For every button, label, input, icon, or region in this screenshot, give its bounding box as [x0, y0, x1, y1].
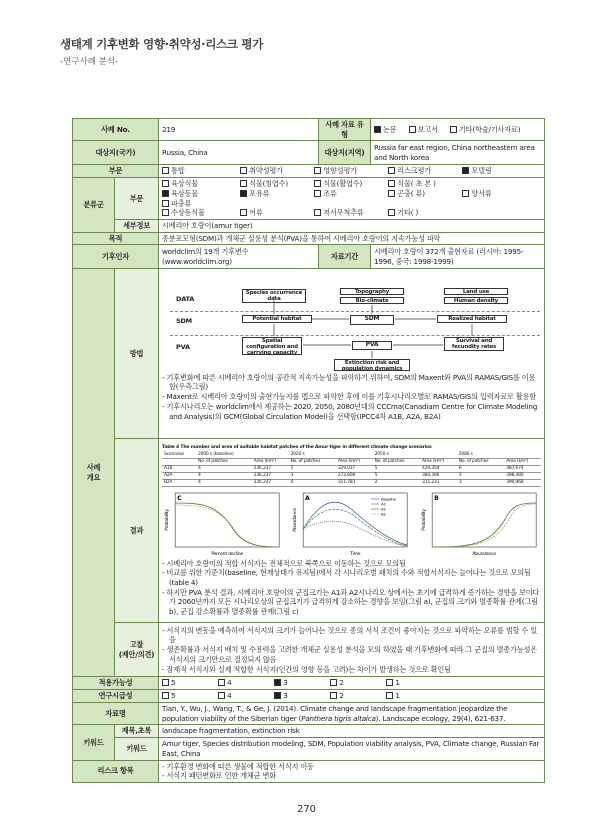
svg-text:B: B	[433, 494, 439, 502]
keywords-label: 키워드	[73, 725, 115, 760]
graph-a	[290, 489, 412, 559]
country-label: 대상지(국가)	[73, 141, 159, 165]
result-label: 결과	[115, 439, 159, 623]
classification-options: 육상식물 식물(침엽수) 식물(활엽수) 식물( 초 본 ) 육상동물 포유류 조류 곤충( 류) 양서류 파충류 수상동식물 어류 저서무척추류 기타( )	[159, 178, 545, 220]
svg-text:Time: Time	[350, 551, 361, 557]
purpose-label: 목적	[73, 232, 159, 245]
result-item: - 하지만 PVA 분석 결과, 시베리아 호랑이의 군집크기는 A1과 A2시나리오 상에서는 초기에 급격하게 증가하는 경향을 보이다가 2060년까지 모든 시나리오상의 군집크기가 급격하게 감소하는 경향을 보임(그림 a), 군집의 크기와 멸종확률 관계(그림 b), 군집 감소확률과 멸종확률 관계(그림 c)	[162, 587, 540, 617]
checkbox-checked-icon	[462, 167, 469, 174]
svg-text:C: C	[177, 494, 182, 502]
type-options: 논문 보고서 기타(학술/기사자료)	[371, 119, 545, 141]
page-header	[60, 36, 263, 67]
graph-b	[419, 489, 541, 559]
svg-text:B2: B2	[381, 511, 387, 517]
svg-text:Probability: Probability	[165, 508, 171, 531]
risk-item: - 서식지 패턴변화로 인한 개체군 변화	[162, 771, 276, 781]
graph-c	[162, 489, 284, 559]
discussion-content	[159, 623, 545, 677]
country-value: Russia, China	[159, 141, 319, 165]
discussion-item: - 생존확률과 서식지 배치 및 수용력을 고려한 개체군 실용성 분석을 모의 하였을 때 기후변화에 따라 그 군집의 멸종가능성은 서식지의 크기만으로 결정되지 않음	[162, 645, 537, 664]
classification-label: 분류군	[73, 178, 115, 233]
checkbox-icon	[409, 126, 416, 133]
reference-value: Tian, Y., Wu, J., Wang, T., & Ge, J. (2014). Climate change and landscape fragmentation jeopardize the population viability of the Siberian tiger (Panthera tigris altaica). Landscape ecology, 29(4), 621-637.	[159, 702, 545, 724]
region-label: 대상지(지역)	[319, 141, 371, 165]
method-item: - 기후시나리오는 worldclim에서 제공하는 2020, 2050, 2080년대의 CCCma(Canadiam Centre for Climate Modeling and Analysis)의 GCM(Global Circulation Model)을 선택함(IPCC4차 A1B, A2A, B2A)	[162, 401, 538, 421]
table4: Scenarios 2000 s (baseline) 2020 s 2050 s 2080 s No. of patches Area (km²) No. of patches Area (km²) No. of patches Area (km²) No. of patches Area (km²) A1B 4 236,237 5 329,037 5 429,359 6 487,674 A2A 4 236,237 3 272,608 5 384,396 3 398,480 B2A 4 236,237 4 311,783 2 311,231 3 399,968	[162, 452, 541, 486]
urgency-label: 연구시급성	[73, 690, 159, 703]
applicability-options: 5 4 3 2 1	[159, 677, 545, 690]
classification-sub-label: 부문	[115, 178, 159, 220]
applicability-label: 적용가능성	[73, 677, 159, 690]
discussion-item: - 잠재적 서식지와 실제 적합한 서식지(인간의 영향 등을 고려)는 차이가 발생하는 것으로 확인됨	[162, 664, 451, 674]
svg-text:A2: A2	[381, 506, 387, 512]
detail-label: 세부정보	[115, 220, 159, 233]
table-row: B2A 4 236,237 4 311,783 2 311,231 3 399,968	[162, 479, 541, 486]
result-item: - 비교를 위한 기준치(baseline, 현재상태가 유지됨)에서 각 시나리오별 패치의 수와 적합서식지는 늘어나는 것으로 모의됨(table 4)	[162, 568, 531, 587]
discussion-item: - 서식지의 변동을 예측하여 서식지의 크기가 늘어나는 것으로 종의 서식 조건이 좋아지는 것으로 파악하는 오류를 범할 수 있음	[162, 625, 537, 645]
kw-title-value: landscape fragmentation, extinction risk	[159, 725, 545, 738]
svg-text:Percent decline: Percent decline	[211, 551, 243, 557]
svg-text:Abundance: Abundance	[293, 507, 299, 532]
result-graphs	[162, 489, 541, 559]
overview-label: 사례 개요	[73, 269, 115, 677]
method-item: - Maxent로 시베리아 호랑이의 출현가능지를 맵으로 파악한 후에 이를 기후시나리오별로 RAMAS/GIS의 입력자료로 활용함	[162, 392, 537, 402]
risk-label: 리스크 항목	[73, 760, 159, 782]
method-content	[159, 269, 545, 439]
header-subtitle: -연구사례 분석-	[60, 57, 119, 67]
reference-label: 자료명	[73, 702, 159, 724]
climate-label: 기후인자	[73, 245, 159, 269]
header-title: 생태계 기후변화 영향·취약성·리스크 평가	[60, 37, 263, 51]
sdm-pva-diagram: DATA SDM PVA Species occurrence data Topography Bio-climate Land use Human density Potential habitat SDM Realized habitat Spatial configuration and carrying capacity PVA Survival and fecundity rates Extinction risk and population dynamics	[162, 287, 541, 373]
svg-text:Baseline: Baseline	[381, 496, 396, 502]
case-table	[72, 118, 545, 783]
checkbox-checked-icon	[374, 126, 381, 133]
purpose-value: 종분포모형(SDM)과 개체군 실용성 분석(PVA)을 통하여 시베리아 호랑이의 지속가능성 파악	[159, 232, 545, 245]
region-value: Russia far east region, China northeastern area and North korea	[371, 141, 545, 165]
svg-text:Abundance: Abundance	[472, 551, 496, 557]
result-content	[159, 439, 545, 623]
division-options: 통합 취약성평가 영향성평가 리스크평가 모델링	[159, 165, 545, 178]
method-item: - 기후변화에 따른 시베리아 호랑이의 공간적 지속가능성을 파악하기 위하여, SDM의 Maxent와 PVA의 RAMAS/GIS를 이용함(우측그림)	[162, 372, 536, 392]
table-row: A2A 4 236,237 3 272,608 5 384,396 3 398,480	[162, 472, 541, 479]
risk-item: - 기후환경 변화에 따른 생물에 적합한 서식지 이동	[162, 761, 314, 771]
page-number: 270	[296, 804, 317, 815]
method-list	[162, 373, 541, 422]
detail-value: 시베리아 호랑이(amur tiger)	[159, 220, 545, 233]
kw-title-label: 제목,초록	[115, 725, 159, 738]
case-no-value: 219	[159, 119, 319, 141]
kw-label: 키워드	[115, 738, 159, 760]
result-list	[162, 559, 541, 617]
table4-caption: Table 4 The number and area of suitable habitat patches of the Amur tiger in different climate change scenarios	[162, 445, 432, 451]
table-row: A1B 4 236,237 5 329,037 5 429,359 6 487,674	[162, 465, 541, 472]
kw-value: Amur tiger, Species distribution modeling, SDM, Population viability analysis, PVA, Climate change, Russian Far East, China	[159, 738, 545, 760]
svg-text:A1: A1	[381, 501, 387, 507]
period-label: 자료기간	[319, 245, 371, 269]
climate-value: worldclim의 19개 기후변수 (www.worldclim.org)	[159, 245, 319, 269]
discussion-label: 고찰 (제안/의견)	[115, 623, 159, 677]
checkbox-icon	[450, 126, 457, 133]
division-label: 부문	[73, 165, 159, 178]
period-value: 시베리아 호랑이 372개 출현자료 (러시아: 1995-1996, 중국: 1998-1999)	[371, 245, 545, 269]
result-item: - 시베리아 호랑이의 적합 서식지는 전체적으로 북쪽으로 이동하는 것으로 모의됨	[162, 558, 406, 568]
risk-items	[159, 760, 545, 782]
case-no-label: 사례 No.	[73, 119, 159, 141]
svg-text:A: A	[305, 494, 310, 502]
urgency-options: 5 4 3 2 1	[159, 690, 545, 703]
svg-text:Probability: Probability	[421, 508, 427, 531]
method-label: 방법	[115, 269, 159, 439]
type-label: 사례 자료 유형	[319, 119, 371, 141]
